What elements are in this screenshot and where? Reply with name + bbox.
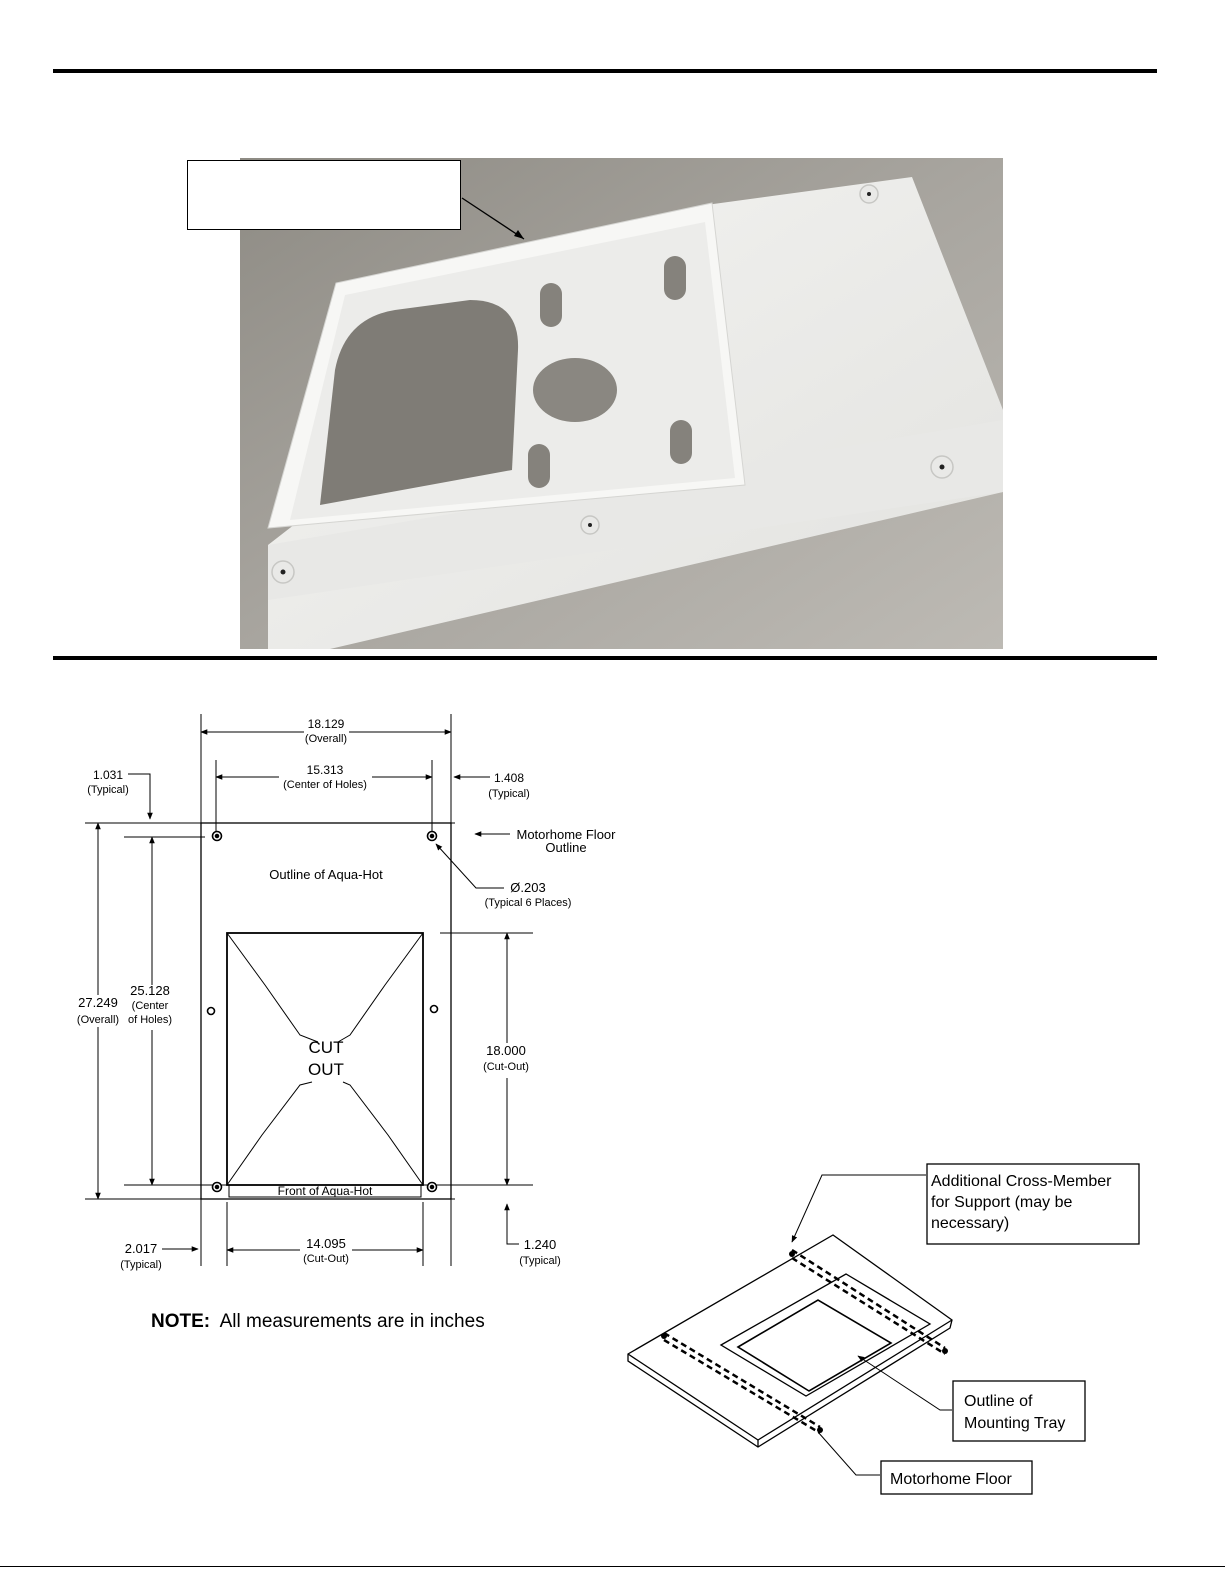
bottom-left-offset-label: 2.017 bbox=[124, 1241, 158, 1256]
center-holes-width-sub: (Center of Holes) bbox=[283, 779, 367, 791]
tray-line-2: Mounting Tray bbox=[964, 1415, 1066, 1432]
center-holes-height-sub2: of Holes) bbox=[127, 1014, 173, 1026]
slot-3 bbox=[528, 444, 550, 488]
right-offset-label: 1.408 bbox=[493, 771, 525, 785]
photo-callout-box bbox=[187, 160, 461, 230]
center-holes-height-label: 25.128 bbox=[130, 983, 170, 998]
cutout-width-label: 14.095 bbox=[306, 1236, 346, 1251]
cutout-label-2: OUT bbox=[308, 1060, 344, 1079]
aqua-hot-outline-label: Outline of Aqua-Hot bbox=[269, 867, 383, 882]
overall-width-label: 18.129 bbox=[307, 717, 345, 731]
cross-member-line-1: Additional Cross-Member bbox=[931, 1173, 1112, 1190]
note-label: NOTE: bbox=[151, 1311, 211, 1332]
mounting-holes bbox=[208, 832, 438, 1192]
dimension-drawing bbox=[0, 700, 620, 1300]
floor-outline-label-1: Motorhome Floor bbox=[516, 827, 616, 842]
floor-callout-label: Motorhome Floor bbox=[890, 1471, 1012, 1488]
tray-line-1: Outline of bbox=[964, 1393, 1033, 1410]
hole-diameter-label: Ø.203 bbox=[510, 880, 546, 895]
overall-height-sub: (Overall) bbox=[76, 1014, 120, 1026]
round-hole bbox=[533, 358, 617, 422]
overall-height-label: 27.249 bbox=[78, 995, 118, 1010]
left-offset-label: 1.031 bbox=[92, 768, 124, 782]
note-text: All measurements are in inches bbox=[219, 1311, 485, 1332]
bottom-right-offset-label: 1.240 bbox=[523, 1237, 557, 1252]
cutout-height-sub: (Cut-Out) bbox=[483, 1061, 529, 1073]
center-holes-height-sub1: (Center bbox=[131, 1000, 169, 1012]
hole-diameter-sub: (Typical 6 Places) bbox=[484, 897, 572, 909]
cross-member-line-3: necessary) bbox=[931, 1215, 1010, 1232]
slot-4 bbox=[670, 420, 692, 464]
mounting-tray-photo bbox=[0, 0, 1225, 660]
center-holes-width-label: 15.313 bbox=[306, 763, 344, 777]
cutout-label-1: CUT bbox=[308, 1038, 344, 1057]
tray-callout bbox=[953, 1381, 1085, 1441]
front-of-aqua-hot-label: Front of Aqua-Hot bbox=[277, 1184, 373, 1198]
cutout-width-sub: (Cut-Out) bbox=[303, 1253, 349, 1265]
isometric-floor-diagram bbox=[620, 1150, 1200, 1590]
bottom-right-offset-sub: (Typical) bbox=[519, 1255, 561, 1267]
right-offset-sub: (Typical) bbox=[488, 788, 530, 800]
measurement-note bbox=[151, 1311, 485, 1333]
slot-1 bbox=[540, 283, 562, 327]
cross-member-line-2: for Support (may be bbox=[931, 1194, 1073, 1211]
cutout-height-label: 18.000 bbox=[486, 1043, 526, 1058]
slot-2 bbox=[664, 256, 686, 300]
left-offset-sub: (Typical) bbox=[87, 784, 129, 796]
bottom-left-offset-sub: (Typical) bbox=[120, 1259, 162, 1271]
overall-width-sub: (Overall) bbox=[304, 733, 348, 745]
floor-outline-label-2: Outline bbox=[545, 840, 587, 855]
